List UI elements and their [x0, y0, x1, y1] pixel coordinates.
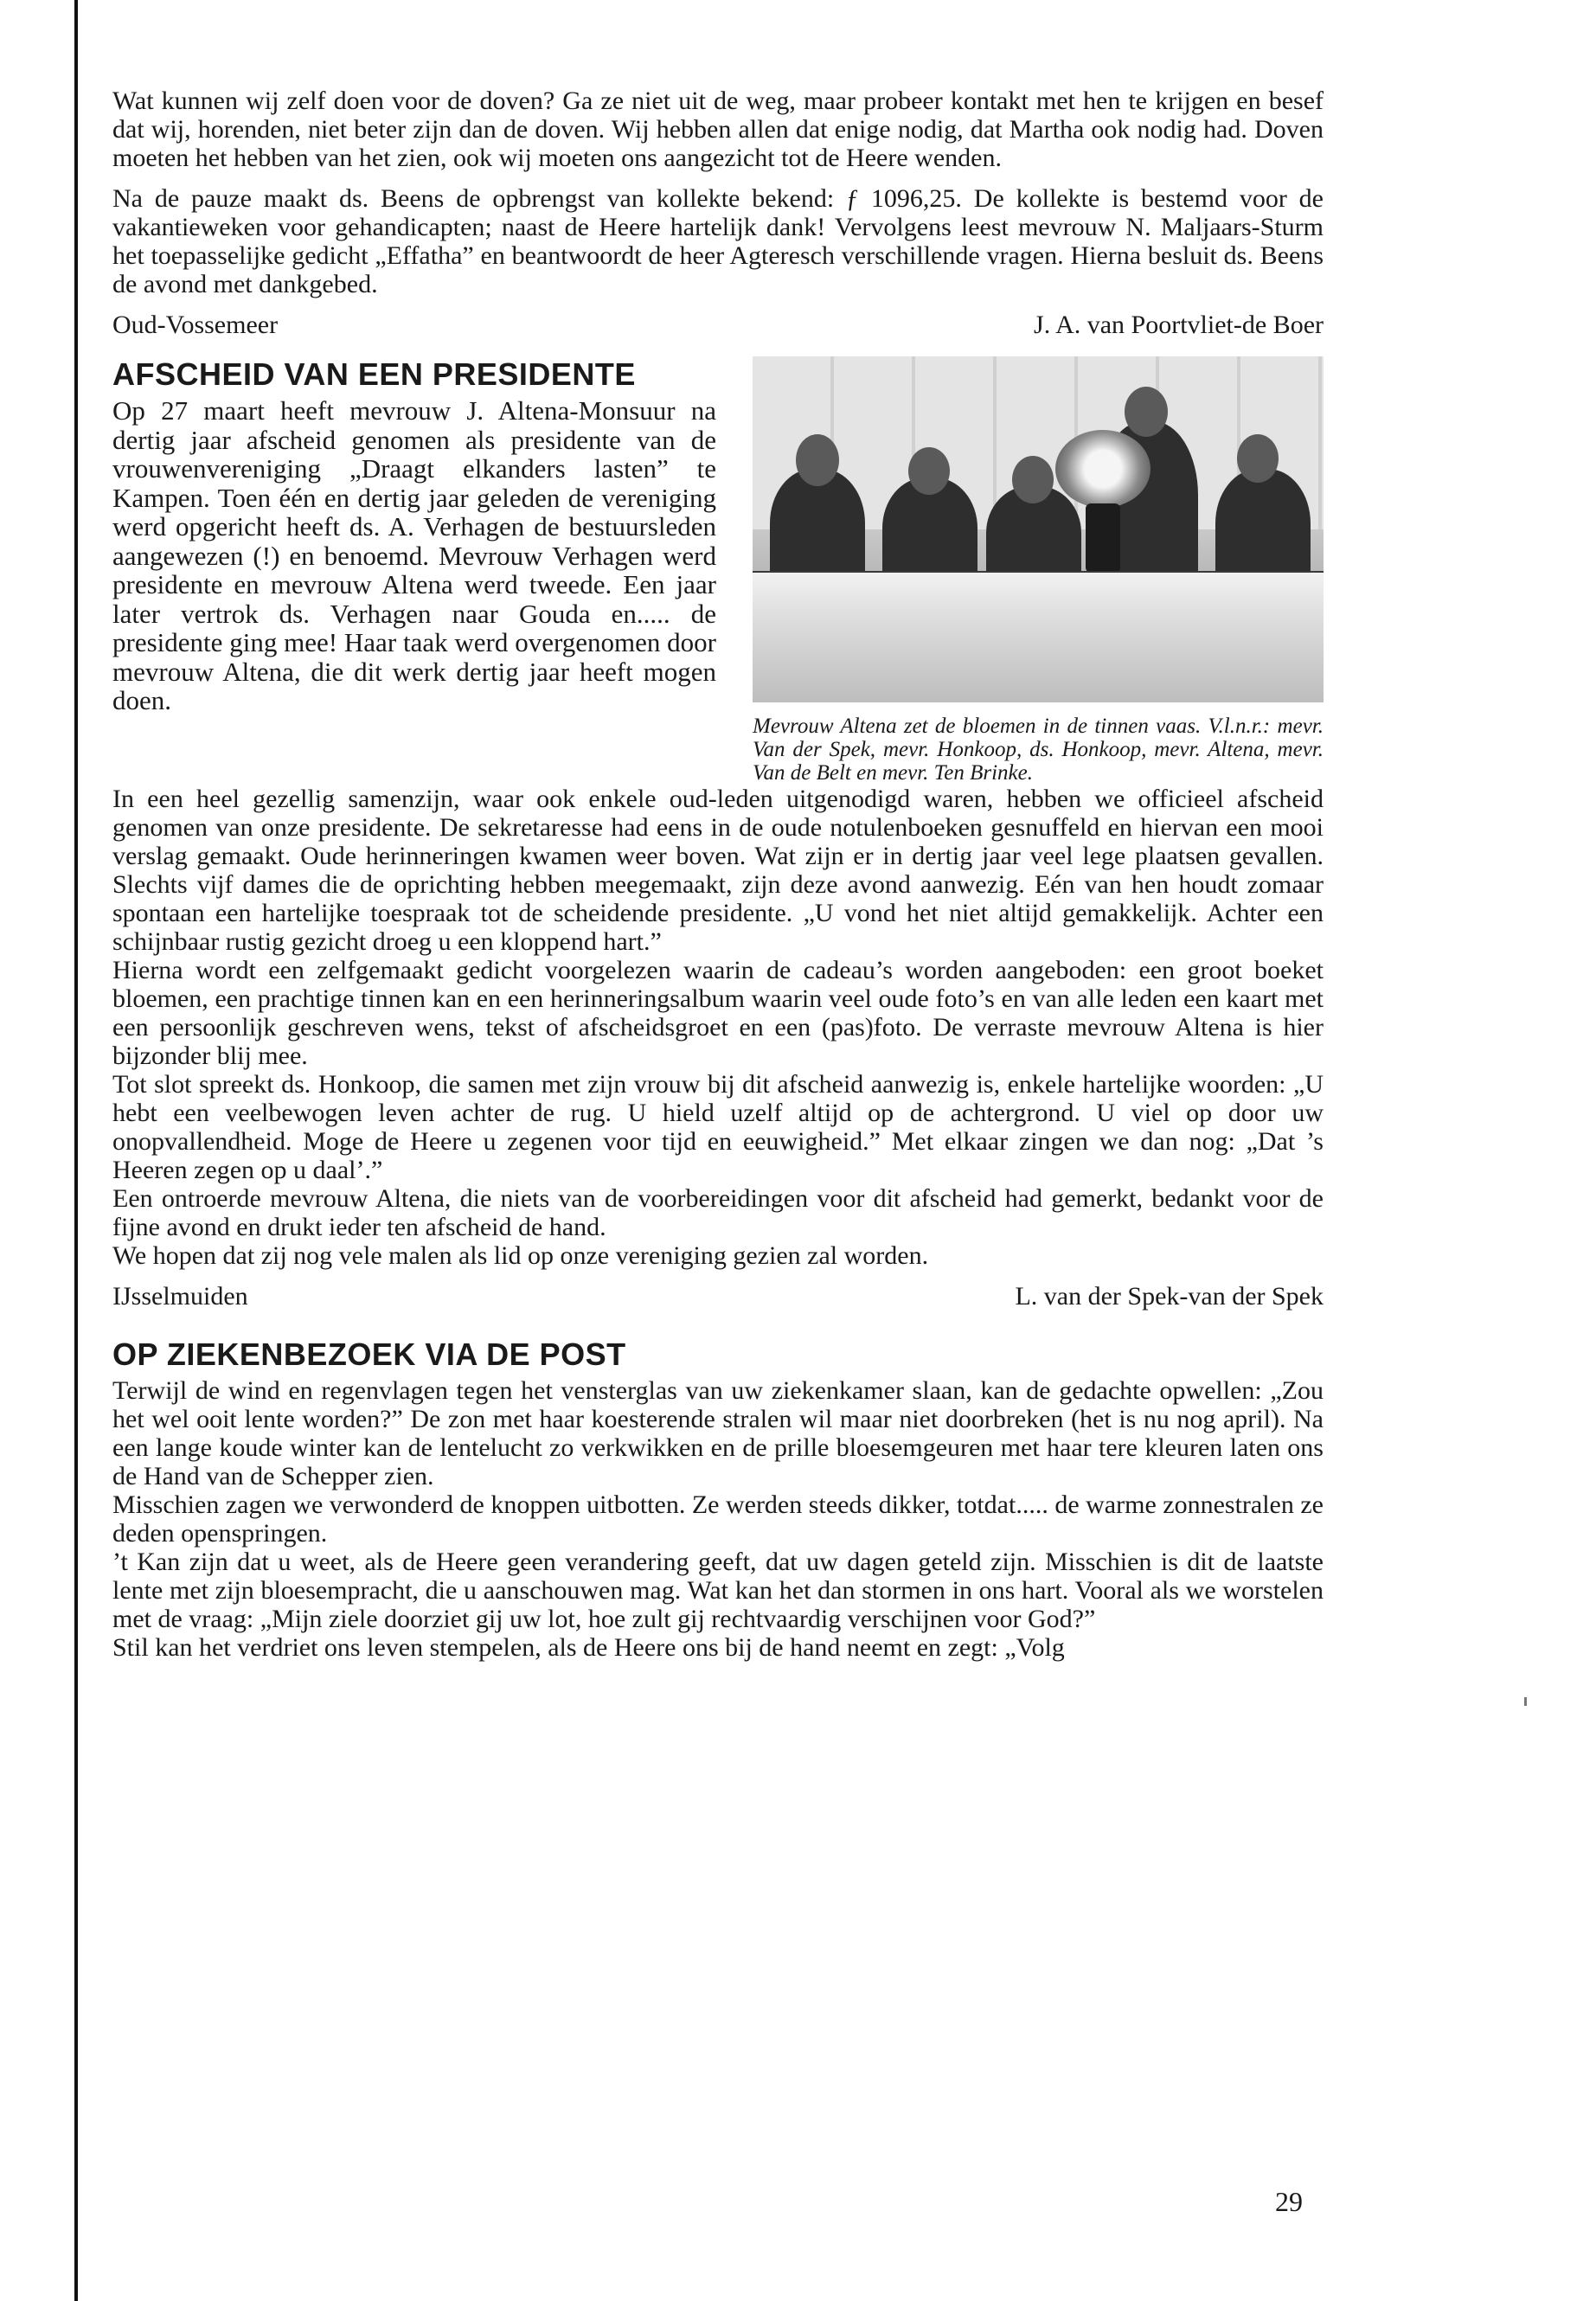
- photo-head-4: [1125, 387, 1168, 437]
- article1-paragraph-6: We hopen dat zij nog vele malen als lid op onze vereniging gezien zal worden.: [112, 1241, 929, 1270]
- article2-paragraph-2: Misschien zagen we verwonderd de knoppen uitbotten. Ze werden steeds dikker, totdat..... de warme zonnestralen ze deden openspringen.: [112, 1490, 1324, 1548]
- article2-paragraph-4: Stil kan het verdriet ons leven stempelen, als de Heere ons bij de hand neemt en zegt: „Volg: [112, 1633, 1065, 1662]
- photo-head-3: [1012, 456, 1054, 503]
- article1-paragraph-2: In een heel gezellig samenzijn, waar ook enkele oud-leden uitgenodigd waren, hebben we officieel afscheid genomen van onze presidente. De sekretaresse had eens in de oude notulenboeken gesnuffeld en hiervan een mooi verslag gemaakt. Oude herinneringen kwamen weer boven. Wat zijn er in dertig jaar veel lege plaatsen gevallen. Slechts vijf dames die de oprichting hebben meegemaakt, zijn deze avond aanwezig. Eén van hen houdt zomaar spontaan een hartelijke toespraak tot de scheidende presidente. „U vond het niet altijd gemakkelijk. Achter een schijnbaar rustig gezicht droeg u een kloppend hart.”: [112, 785, 1324, 956]
- intro-paragraph-1: Wat kunnen wij zelf doen voor de doven? Ga ze niet uit de weg, maar probeer kontakt met hen te krijgen en besef dat wij, horenden, niet beter zijn dan de doven. Wij hebben allen dat enige nodig, dat Martha ook nodig had. Doven moeten het hebben van het zien, ook wij moeten ons aangezicht tot de Heere wenden.: [112, 87, 1324, 172]
- intro-author: J. A. van Poortvliet-de Boer: [1034, 311, 1324, 339]
- article2-title: OP ZIEKENBEZOEK VIA DE POST: [112, 1336, 626, 1372]
- article1-paragraph-5: Een ontroerde mevrouw Altena, die niets van de voorbereidingen voor dit afscheid had gemerkt, bedankt voor de fijne avond en drukt ieder ten afscheid de hand.: [112, 1184, 1324, 1241]
- photo-table: [753, 573, 1324, 702]
- intro-place: Oud-Vossemeer: [112, 311, 279, 339]
- page-number: 29: [1275, 2186, 1303, 2217]
- article1-figure: [753, 353, 1324, 785]
- photo-head-5: [1237, 434, 1279, 483]
- presidente-photo: [753, 356, 1324, 702]
- photo-head-2: [908, 447, 950, 495]
- article1-left-column: [112, 353, 716, 785]
- intro-paragraph-2: Na de pauze maakt ds. Beens de opbrengst van kollekte bekend: ƒ 1096,25. De kollekte is bestemd voor de vakantieweken voor gehandicapten; naast de Heere hartelijk dank! Vervolgens leest mevrouw N. Maljaars-Sturm het toepasselijke gedicht „Effatha” en beantwoordt de heer Agteresch verschillende vragen. Hierna besluit ds. Beens de avond met dankgebed.: [112, 184, 1324, 298]
- intro-signature: [112, 311, 1324, 339]
- article2-paragraph-3: ’t Kan zijn dat u weet, als de Heere geen verandering geeft, dat uw dagen geteld zijn. Misschien is dit de laatste lente met zijn bloesempracht, die u aanschouwen mag. Wat kan het dan stormen in ons hart. Vooral als we worstelen met de vraag: „Mijn ziele doorziet gij uw lot, hoe zult gij rechtvaardig verschijnen voor God?”: [112, 1548, 1324, 1633]
- article1-column-text: Op 27 maart heeft mevrouw J. Altena-Monsuur na dertig jaar afscheid genomen als presidente van de vrouwenvereniging „Draagt elkanders lasten” te Kampen. Toen één en dertig jaar geleden de vereniging werd opgericht heeft ds. A. Verhagen de bestuursleden aangewezen (!) en benoemd. Mevrouw Verhagen werd presidente en mevrouw Altena werd tweede. Een jaar later vertrok ds. Verhagen naar Gouda en..... de presidente ging mee! Haar taak werd overgenomen door mevrouw Altena, die dit werk dertig jaar heeft mogen doen.: [112, 395, 716, 715]
- stray-mark: [1524, 1697, 1527, 1706]
- article1-paragraph-3: Hierna wordt een zelfgemaakt gedicht voorgelezen waarin de cadeau’s worden aangeboden: een groot boeket bloemen, een prachtige tinnen kan en een herinneringsalbum waarin veel oude foto’s en van alle leden een kaart met een persoonlijk geschreven wens, tekst of afscheidsgroet en een (pas)foto. De verraste mevrouw Altena is hier bijzonder blij mee.: [112, 956, 1324, 1070]
- photo-flowers: [1055, 430, 1151, 508]
- article1-author: L. van der Spek-van der Spek: [1015, 1282, 1324, 1311]
- photo-head-1: [796, 434, 839, 486]
- article1-paragraph-4: Tot slot spreekt ds. Honkoop, die samen met zijn vrouw bij dit afscheid aanwezig is, enkele hartelijke woorden: „U hebt een veelbewogen leven achter de rug. U hield uzelf altijd op de achtergrond. U viel op door uw onopvallendheid. Moge de Heere u zegenen voor tijd en eeuwigheid.” Met elkaar zingen we dan nog: „Dat ’s Heeren zegen op u daal’.”: [112, 1070, 1324, 1184]
- page-binding-edge: [74, 0, 78, 2301]
- article1-signature: [112, 1282, 1324, 1311]
- photo-vase: [1086, 503, 1120, 573]
- article2-paragraph-1: Terwijl de wind en regenvlagen tegen het vensterglas van uw ziekenkamer slaan, kan de gedachte opwellen: „Zou het wel ooit lente worden?” De zon met haar koesterende stralen wil maar niet doorbreken (het is nu nog april). Na een lange koude winter kan de lentelucht zo verkwikken en de prille bloesemgeuren met haar tere kleuren laten ons de Hand van de Schepper zien.: [112, 1376, 1324, 1490]
- article1-top: [112, 353, 1324, 785]
- article1-place: IJsselmuiden: [112, 1282, 248, 1311]
- photo-caption: Mevrouw Altena zet de bloemen in de tinnen vaas. V.l.n.r.: mevr. Van der Spek, mevr. Honkoop, ds. Honkoop, mevr. Altena, mevr. Van de Belt en mevr. Ten Brinke.: [753, 715, 1324, 785]
- article1-title: AFSCHEID VAN EEN PRESIDENTE: [112, 356, 636, 392]
- magazine-page: [112, 87, 1324, 1662]
